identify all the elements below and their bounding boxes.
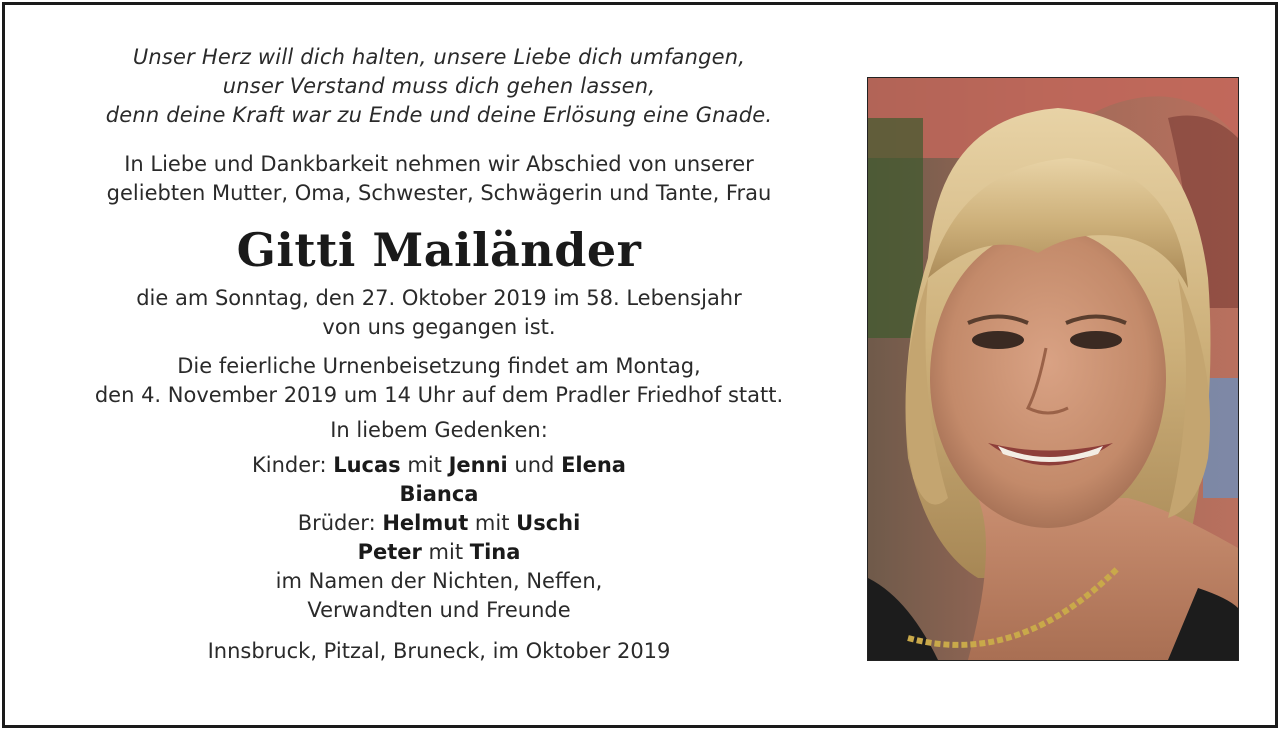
child-name: Lucas <box>333 453 401 477</box>
burial-line-1: Die feierliche Urnenbeisetzung findet am Montag, <box>177 354 701 378</box>
relatives-line-1: im Namen der Nichten, Neffen, <box>275 569 603 593</box>
death-line-1: die am Sonntag, den 27. Oktober 2019 im 58. Lebensjahr <box>136 286 742 310</box>
brothers-row <box>45 509 833 538</box>
portrait-photo <box>867 77 1239 661</box>
partner-name: Tina <box>469 540 521 564</box>
place-date: Innsbruck, Pitzal, Bruneck, im Oktober 2019 <box>207 639 671 663</box>
connector: mit <box>407 453 442 477</box>
family-list <box>45 451 833 625</box>
intro-line-1: In Liebe und Dankbarkeit nehmen wir Abschied von unserer <box>124 152 754 176</box>
connector: mit <box>428 540 464 564</box>
deceased-name: Gitti Mailänder <box>236 223 642 277</box>
poem-line-2: unser Verstand muss dich gehen lassen, <box>222 74 656 98</box>
child-name: Elena <box>561 453 626 477</box>
brothers-label: Brüder: <box>297 511 376 535</box>
children-label: Kinder: <box>252 453 327 477</box>
child-name: Bianca <box>399 482 479 506</box>
death-line-2: von uns gegangen ist. <box>322 315 556 339</box>
children-row-2 <box>45 480 833 509</box>
death-notice <box>45 284 833 342</box>
partner-name: Jenni <box>448 453 508 477</box>
poem <box>45 43 833 130</box>
brother-name: Peter <box>357 540 422 564</box>
connector: und <box>514 453 555 477</box>
memory-heading: In liebem Gedenken: <box>330 418 548 442</box>
brother-name: Helmut <box>382 511 469 535</box>
obituary-text <box>45 43 833 666</box>
intro <box>45 150 833 208</box>
portrait-image <box>868 78 1238 660</box>
burial-line-2: den 4. November 2019 um 14 Uhr auf dem Pradler Friedhof statt. <box>94 383 784 407</box>
children-row <box>45 451 833 480</box>
connector: mit <box>474 511 510 535</box>
relatives-line-2: Verwandten und Freunde <box>307 598 571 622</box>
brothers-row-2 <box>45 538 833 567</box>
intro-line-2: geliebten Mutter, Oma, Schwester, Schwägerin und Tante, Frau <box>106 181 772 205</box>
burial-notice <box>45 352 833 410</box>
poem-line-3: denn deine Kraft war zu Ende und deine Erlösung eine Gnade. <box>105 103 773 127</box>
partner-name: Uschi <box>516 511 581 535</box>
poem-line-1: Unser Herz will dich halten, unsere Liebe dich umfangen, <box>132 45 746 69</box>
obituary-frame <box>2 2 1278 728</box>
